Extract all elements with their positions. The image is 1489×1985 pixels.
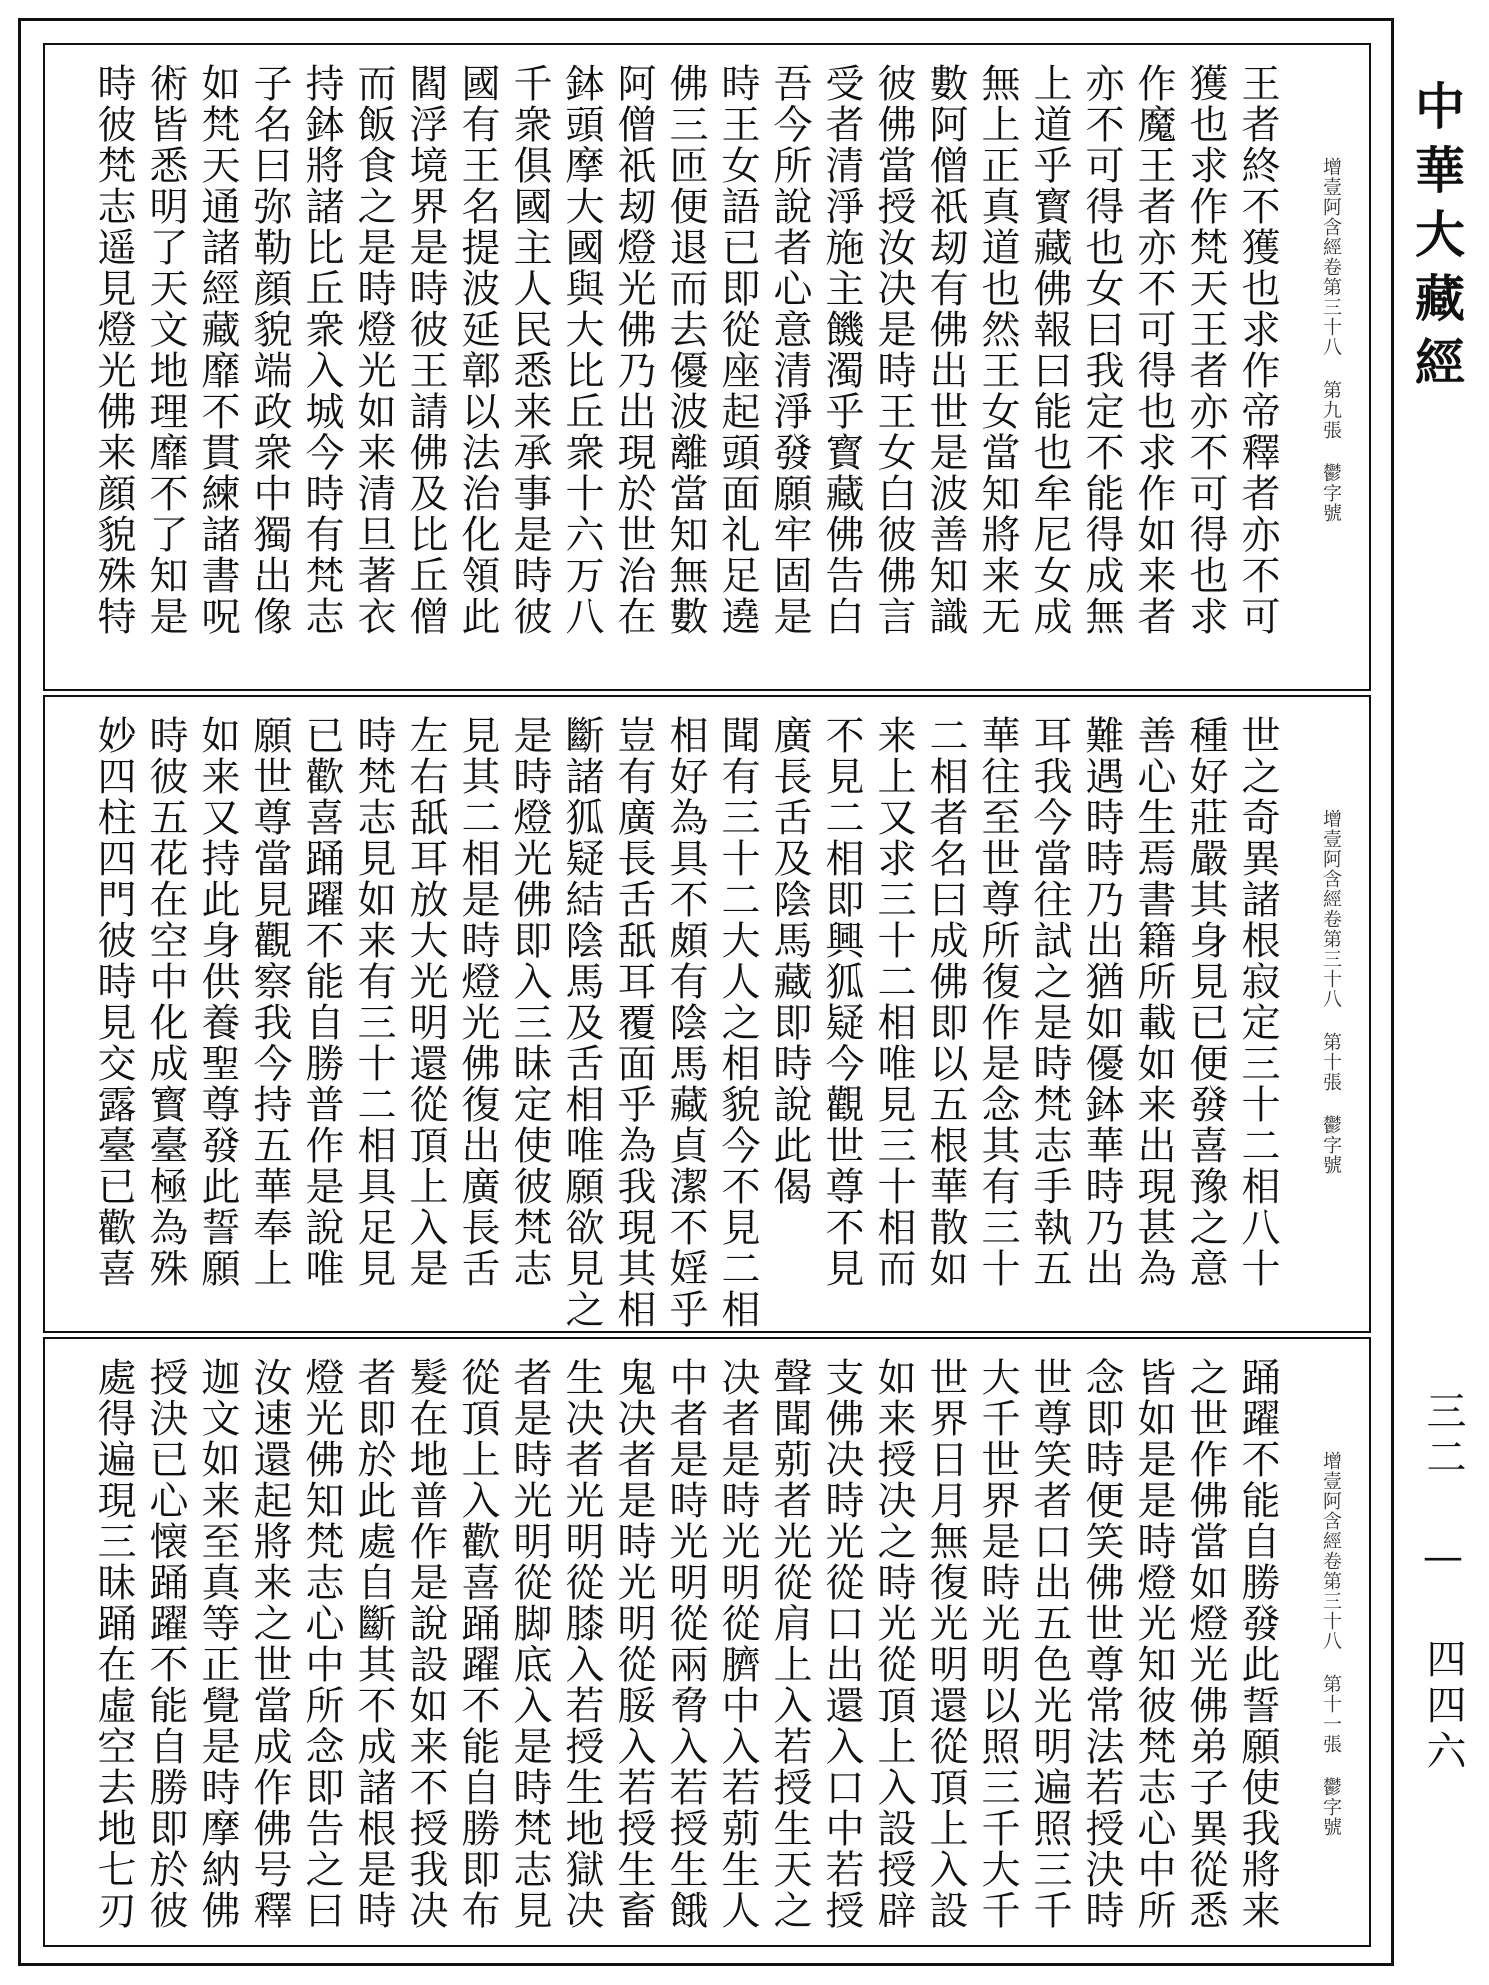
text-column: 髮在地普作是說設如来不授我决 — [403, 1357, 448, 1931]
text-column: 千衆俱國主人民悉来承事是時彼 — [507, 63, 552, 637]
text-column: 皆如是是時燈光知彼梵志心中所 — [1131, 1357, 1176, 1931]
text-column: 聲聞莂者光從肩上入若授生天之 — [767, 1357, 812, 1931]
sutra-panel-1 — [43, 43, 1371, 691]
panel-header: 增壹阿含經卷第三十八 第九張 鬱字號 — [1320, 157, 1342, 523]
text-column: 世界日月無復光明還從頂上入設 — [923, 1357, 968, 1931]
text-column: 决者是時光明從臍中入若莂生人 — [715, 1357, 760, 1931]
text-column: 世尊笑者口出五色光明遍照三千 — [1027, 1357, 1072, 1931]
text-column: 種好莊嚴其身見已便發喜豫之意 — [1183, 715, 1228, 1289]
text-columns — [91, 45, 1283, 689]
text-column: 授決已心懐踊躍不能自勝即於彼 — [143, 1357, 188, 1931]
text-column: 持鉢將諸比丘衆入城今時有梵志 — [299, 63, 344, 637]
text-column: 從頂上入歡喜踊躍不能自勝即布 — [455, 1357, 500, 1931]
text-columns — [91, 697, 1283, 1331]
text-column: 之世作佛當如燈光佛弟子異從悉 — [1183, 1357, 1228, 1931]
panel-header: 增壹阿含經卷第三十八 第十一張 鬱字號 — [1320, 1451, 1342, 1837]
collection-title: 中華大藏經 — [1407, 80, 1466, 400]
text-column: 斷諸狐疑結陰馬及舌相唯願欲見之 — [559, 715, 604, 1330]
text-column: 鉢頭摩大國與大比丘衆十六万八 — [559, 63, 604, 637]
text-columns — [91, 1339, 1283, 1945]
text-column: 術皆悉明了天文地理靡不了知是 — [143, 63, 188, 637]
text-column: 聞有三十二大人之相貌今不見二相 — [715, 715, 760, 1330]
text-column: 子名曰弥勒顔貌端政衆中獨出像 — [247, 63, 292, 637]
text-column: 善心生焉書籍所載如来出現甚為 — [1131, 715, 1176, 1289]
sutra-panel-2 — [43, 695, 1371, 1333]
text-column: 燈光佛知梵志心中所念即告之曰 — [299, 1357, 344, 1931]
text-column: 已歡喜踊躍不能自勝普作是說唯 — [299, 715, 344, 1289]
text-column: 生决者光明從膝入若授生地獄决 — [559, 1357, 604, 1931]
text-column: 汝速還起將来之世當成作佛号釋 — [247, 1357, 292, 1931]
text-column: 時彼梵志遥見燈光佛来顔貌殊特 — [91, 63, 136, 637]
text-column: 閻浮境界是時彼王請佛及比丘僧 — [403, 63, 448, 637]
text-column: 如梵天通諸經藏靡不貫練諸書呪 — [195, 63, 240, 637]
text-column: 廣長舌及陰馬藏即時說此偈 — [767, 715, 812, 1207]
text-column: 迦文如来至真等正覺是時摩納佛 — [195, 1357, 240, 1931]
text-column: 念即時便笑佛世尊常法若授決時 — [1079, 1357, 1124, 1931]
text-column: 獲也求作梵天王者亦不可得也求 — [1183, 63, 1228, 637]
text-column: 國有王名提波延鄣以法治化領此 — [455, 63, 500, 637]
text-column: 鬼决者是時光明從脮入若授生畜 — [611, 1357, 656, 1931]
page-frame — [18, 18, 1394, 1966]
text-column: 處得遍現三昧踊在虛空去地七刃 — [91, 1357, 136, 1931]
text-column: 踊躍不能自勝發此誓願使我將来 — [1235, 1357, 1280, 1931]
text-column: 時王女語已即從座起頭面礼足遶 — [715, 63, 760, 637]
text-column: 左右舐耳放大光明還從頂上入是 — [403, 715, 448, 1289]
text-column: 難遇時時乃出猶如優鉢華時乃出 — [1079, 715, 1124, 1289]
text-column: 世之奇異諸根寂定三十二相八十 — [1235, 715, 1280, 1289]
text-column: 無上正真道也然王女當知將来无 — [975, 63, 1020, 637]
text-column: 華往至世尊所復作是念其有三十 — [975, 715, 1020, 1289]
text-column: 来上又求三十二相唯見三十相而 — [871, 715, 916, 1289]
text-column: 彼佛當授汝决是時王女白彼佛言 — [871, 63, 916, 637]
text-column: 大千世界是時光明以照三千大千 — [975, 1357, 1020, 1931]
text-column: 豈有廣長舌舐耳覆面乎為我現其相 — [611, 715, 656, 1330]
text-column: 是時燈光佛即入三昧定使彼梵志 — [507, 715, 552, 1289]
text-column: 者是時光明從脚底入是時梵志見 — [507, 1357, 552, 1931]
text-column: 如来授决之時光從頂上入設授辟 — [871, 1357, 916, 1931]
text-column: 耳我今當往試之是時梵志手執五 — [1027, 715, 1072, 1289]
sutra-panel-3 — [43, 1337, 1371, 1947]
text-column: 相好為具不頗有陰馬藏貞潔不婬乎 — [663, 715, 708, 1330]
page-number: 三二 — 四四六 — [1420, 1390, 1466, 1776]
text-column: 上道乎寳藏佛報曰能也牟尼女成 — [1027, 63, 1072, 637]
text-column: 時梵志見如来有三十二相具足見 — [351, 715, 396, 1289]
text-column: 佛三匝便退而去優波離當知無數 — [663, 63, 708, 637]
text-column: 見其二相是時燈光佛復出廣長舌 — [455, 715, 500, 1289]
text-column: 妙四柱四門彼時見交露臺已歡喜 — [91, 715, 136, 1289]
text-column: 者即於此處自斷其不成諸根是時 — [351, 1357, 396, 1931]
text-column: 願世尊當見觀察我今持五華奉上 — [247, 715, 292, 1289]
text-column: 亦不可得也女曰我定不能得成無 — [1079, 63, 1124, 637]
text-column: 受者清淨施主饑濁乎寳藏佛告白 — [819, 63, 864, 637]
text-column: 而飯食之是時燈光如来清旦著衣 — [351, 63, 396, 637]
text-column: 阿僧祇刼燈光佛乃出現於世治在 — [611, 63, 656, 637]
text-column: 數阿僧祇刼有佛出世是波善知識 — [923, 63, 968, 637]
text-column: 支佛决時光從口出還入口中若授 — [819, 1357, 864, 1931]
text-column: 二相者名曰成佛即以五根華散如 — [923, 715, 968, 1289]
text-column: 如来又持此身供養聖尊發此誓願 — [195, 715, 240, 1289]
text-column: 王者終不獲也求作帝釋者亦不可 — [1235, 63, 1280, 637]
text-column: 時彼五花在空中化成寳臺極為殊 — [143, 715, 188, 1289]
text-column: 不見二相即興狐疑今觀世尊不見 — [819, 715, 864, 1289]
panel-header: 增壹阿含經卷第三十八 第十張 鬱字號 — [1320, 809, 1342, 1175]
text-column: 中者是時光明從兩脅入若授生餓 — [663, 1357, 708, 1931]
text-column: 吾今所說者心意清淨發願牢固是 — [767, 63, 812, 637]
text-column: 作魔王者亦不可得也求作如来者 — [1131, 63, 1176, 637]
